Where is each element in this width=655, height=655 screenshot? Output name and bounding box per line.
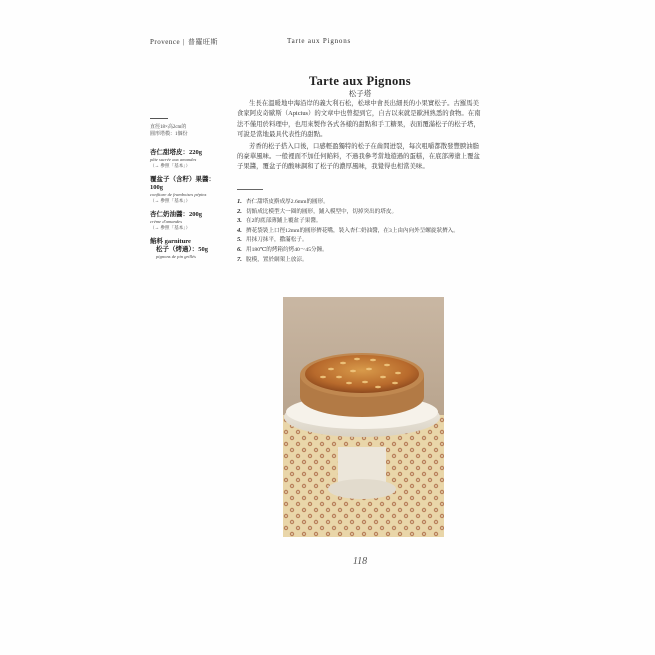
recipe-title: Tarte aux Pignons (309, 74, 411, 88)
step-number: 1. (237, 198, 242, 205)
separator: | (183, 38, 185, 46)
ingredient-sidebar (150, 118, 220, 260)
ingredient-name: 杏仁奶油醬：200g (150, 211, 202, 218)
method-steps (237, 199, 484, 266)
step-number: 4. (237, 226, 242, 234)
section-label: Provence (150, 38, 181, 46)
ingredient-reference: （→ 參照「基本」） (150, 224, 191, 230)
step-number: 2. (237, 207, 242, 215)
step-text: 在2的底部薄鋪上覆盆子果醬。 (246, 218, 322, 225)
ingredient-french: confiture de framboises pépins (150, 192, 207, 197)
step-number: 6. (237, 245, 242, 253)
mold-size: 直徑18×高2cm的 (150, 125, 187, 130)
ingredient-name: 杏仁甜塔皮：220g (150, 149, 202, 156)
step-number: 7. (237, 255, 242, 263)
step-text: 擠花袋裝上口徑12mm的圓形擠花嘴，裝入杏仁奶油醬，在3上由內向外呈螺旋狀擠入。 (246, 227, 459, 234)
tart-illustration (283, 297, 444, 537)
garnish-heading: 餡料 garniture (150, 238, 191, 245)
ingredient-reference: （→ 參照「基本」） (150, 162, 191, 168)
mold-count: 圓形塔模：1個份 (150, 131, 188, 137)
step-item (237, 237, 484, 244)
step-item (237, 218, 484, 225)
garnish-item (150, 246, 220, 260)
section-label-cn: 普羅旺斯 (187, 38, 218, 46)
ingredient-french: crème d'amandes (150, 219, 182, 224)
ingredient-name: 覆盆子（含籽）果醬：100g (150, 176, 215, 191)
step-item (237, 199, 484, 206)
step-item (237, 257, 484, 264)
step-number: 5. (237, 236, 242, 244)
running-head (150, 37, 218, 47)
ingredient-item (150, 176, 220, 203)
step-text: 脫模，置於網架上放涼。 (246, 256, 308, 263)
step-text: 切餡成比模型大一圈的圓形，鋪入模型中，切掉突出的塔皮。 (246, 208, 398, 215)
garnish-name: 松子（烤過）：50g (156, 246, 208, 253)
ingredient-item (150, 211, 220, 230)
ingredient-item (150, 149, 220, 168)
step-item (237, 209, 484, 216)
step-text: 杏仁甜塔皮擀成厚2.6mm的圓形。 (246, 199, 329, 205)
step-number: 3. (237, 217, 242, 225)
intro-paragraph: 芳香的松子搭入口後，口感輕盈獨特的松子在齒間迸裂，每次咀嚼都散發豐腴油脂的豪華風味。一般裡面不加任何餡料，不過我參考當地遊過的蛋糕，在底部薄塗上覆盆子果醬，覆盆子的酸味調和了松子的濃厚風味，我覺得也相當美味。 (237, 142, 480, 171)
recipe-subtitle: 松子塔 (348, 89, 372, 98)
step-item (237, 247, 484, 254)
mold-info (150, 125, 220, 138)
intro-text (237, 99, 484, 174)
intro-paragraph: 生長在溫暖地中海沿岸的義大利石松，松球中會長出細長的小果實松子。古羅馬美食家阿皮奇歐斯（Apicius）的文章中也曾提到它，自古以來就是歐洲熟悉的食物。在南法不僅用於料理中，也用來製作各式各樣的甜點和手工糖果，表面覆滿松子的松子塔，可說是當地最具代表性的甜點。 (237, 100, 481, 139)
step-item (237, 228, 484, 235)
step-text: 用抹刀抹平，撒滿松子。 (246, 237, 308, 244)
running-title: Tarte aux Pignons (287, 37, 352, 45)
garnish-french: pignons de pin grillés (156, 254, 196, 259)
ingredient-reference: （→ 參照「基本」） (150, 197, 191, 203)
tart-photo (283, 297, 444, 537)
ingredient-french: pâte sucrée aux amandes (150, 157, 197, 162)
divider (237, 189, 263, 190)
page-number: 118 (352, 556, 368, 567)
divider (150, 118, 168, 119)
step-text: 用180℃的烤箱約烤40～45分鐘。 (246, 246, 328, 253)
